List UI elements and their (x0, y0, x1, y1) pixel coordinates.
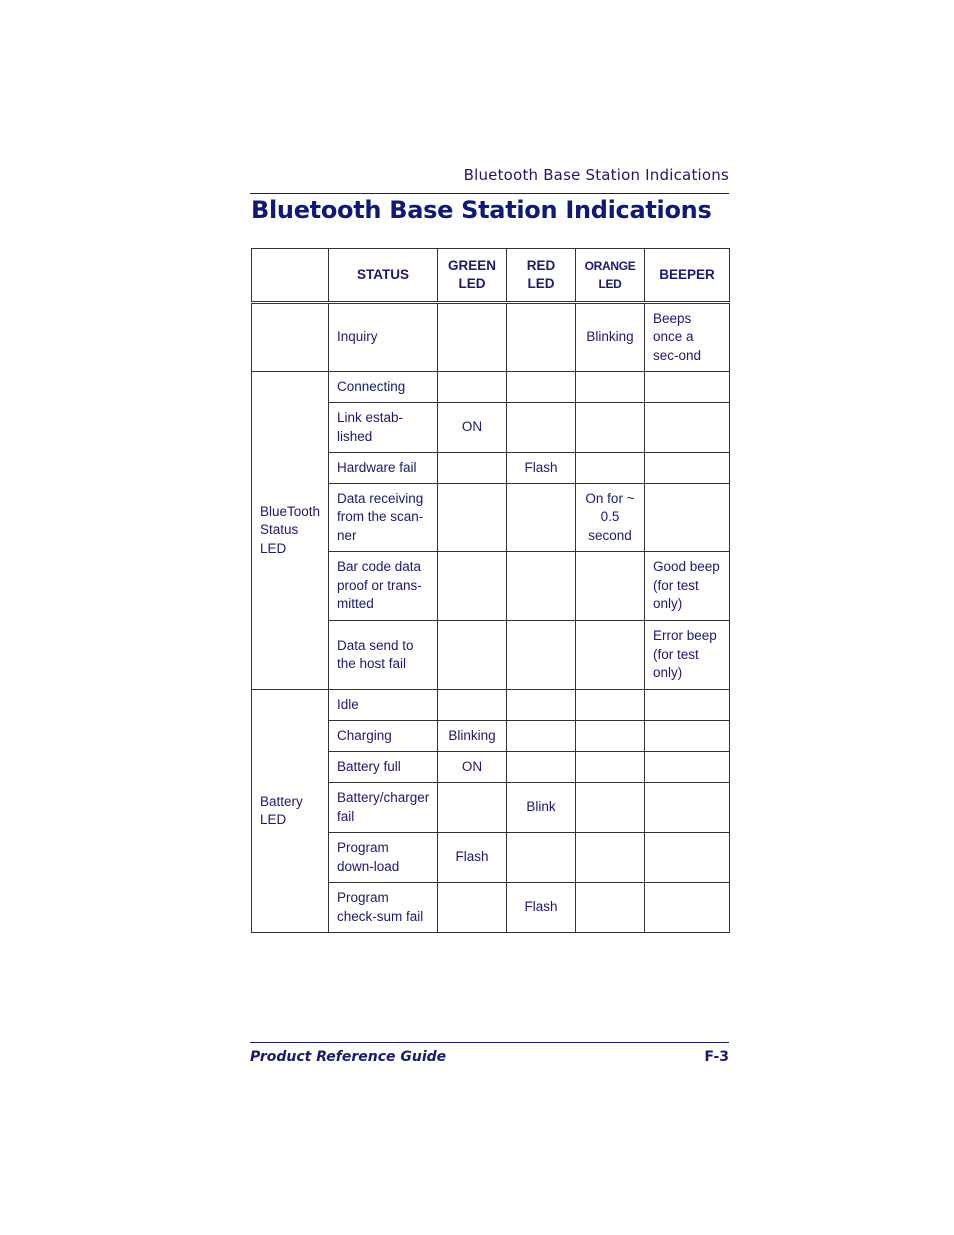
status-cell: Program check-sum fail (329, 883, 438, 933)
status-cell: Inquiry (329, 303, 438, 372)
table-row (252, 690, 730, 721)
orange-led-cell (576, 721, 645, 752)
status-cell: Battery full (329, 752, 438, 783)
status-cell: Link estab-lished (329, 403, 438, 453)
orange-led-cell (576, 372, 645, 403)
header-rule (250, 193, 729, 194)
red-led-cell: Flash (507, 453, 576, 484)
status-cell: Hardware fail (329, 453, 438, 484)
red-led-cell (507, 690, 576, 721)
group-label: Battery LED (252, 690, 329, 933)
orange-led-cell: Blinking (576, 303, 645, 372)
red-led-cell: Blink (507, 783, 576, 833)
green-led-cell: Flash (438, 833, 507, 883)
status-cell: Idle (329, 690, 438, 721)
beeper-cell: Error beep (for test only) (645, 621, 730, 690)
red-led-cell (507, 303, 576, 372)
green-led-cell (438, 372, 507, 403)
beeper-cell (645, 721, 730, 752)
column-header-category (252, 249, 329, 303)
green-led-cell (438, 453, 507, 484)
beeper-cell (645, 690, 730, 721)
orange-led-cell (576, 552, 645, 621)
orange-led-cell (576, 783, 645, 833)
status-cell: Charging (329, 721, 438, 752)
beeper-cell: Good beep (for test only) (645, 552, 730, 621)
red-led-cell (507, 621, 576, 690)
red-led-cell (507, 552, 576, 621)
green-led-cell: ON (438, 403, 507, 453)
green-led-cell (438, 783, 507, 833)
beeper-cell (645, 484, 730, 552)
status-cell: Connecting (329, 372, 438, 403)
status-cell: Data receiving from the scan-ner (329, 484, 438, 552)
orange-led-cell (576, 833, 645, 883)
red-led-cell (507, 484, 576, 552)
table-row (252, 372, 730, 403)
running-header: Bluetooth Base Station Indications (463, 166, 729, 184)
footer-rule (250, 1042, 729, 1043)
column-header-status: STATUS (329, 249, 438, 303)
column-header-red-led: RED LED (507, 249, 576, 303)
orange-led-cell (576, 403, 645, 453)
page-title: Bluetooth Base Station Indications (251, 196, 712, 224)
orange-led-cell (576, 690, 645, 721)
red-led-cell: Flash (507, 883, 576, 933)
status-cell: Battery/charger fail (329, 783, 438, 833)
footer-page-number: F-3 (704, 1049, 729, 1065)
orange-led-cell (576, 883, 645, 933)
indications-table (251, 248, 730, 933)
footer-guide-title: Product Reference Guide (250, 1049, 447, 1065)
orange-led-cell (576, 752, 645, 783)
beeper-cell (645, 783, 730, 833)
beeper-cell (645, 883, 730, 933)
orange-led-cell (576, 621, 645, 690)
group-label: BlueTooth Status LED (252, 372, 329, 690)
green-led-cell: Blinking (438, 721, 507, 752)
beeper-cell (645, 453, 730, 484)
green-led-cell (438, 303, 507, 372)
column-header-green-led: GREEN LED (438, 249, 507, 303)
green-led-cell (438, 484, 507, 552)
red-led-cell (507, 403, 576, 453)
column-header-beeper: BEEPER (645, 249, 730, 303)
column-header-orange-led: ORANGE LED (576, 249, 645, 303)
table-header-row (252, 249, 730, 303)
status-cell: Data send to the host fail (329, 621, 438, 690)
green-led-cell (438, 690, 507, 721)
green-led-cell (438, 621, 507, 690)
beeper-cell (645, 403, 730, 453)
red-led-cell (507, 372, 576, 403)
group-label (252, 303, 329, 372)
orange-led-cell (576, 453, 645, 484)
beeper-cell (645, 752, 730, 783)
status-cell: Bar code data proof or trans-mitted (329, 552, 438, 621)
beeper-cell: Beeps once a sec-ond (645, 303, 730, 372)
red-led-cell (507, 752, 576, 783)
orange-led-cell: On for ~ 0.5 second (576, 484, 645, 552)
green-led-cell (438, 552, 507, 621)
beeper-cell (645, 833, 730, 883)
table-row (252, 303, 730, 372)
red-led-cell (507, 721, 576, 752)
status-cell: Program down-load (329, 833, 438, 883)
green-led-cell: ON (438, 752, 507, 783)
red-led-cell (507, 833, 576, 883)
green-led-cell (438, 883, 507, 933)
beeper-cell (645, 372, 730, 403)
